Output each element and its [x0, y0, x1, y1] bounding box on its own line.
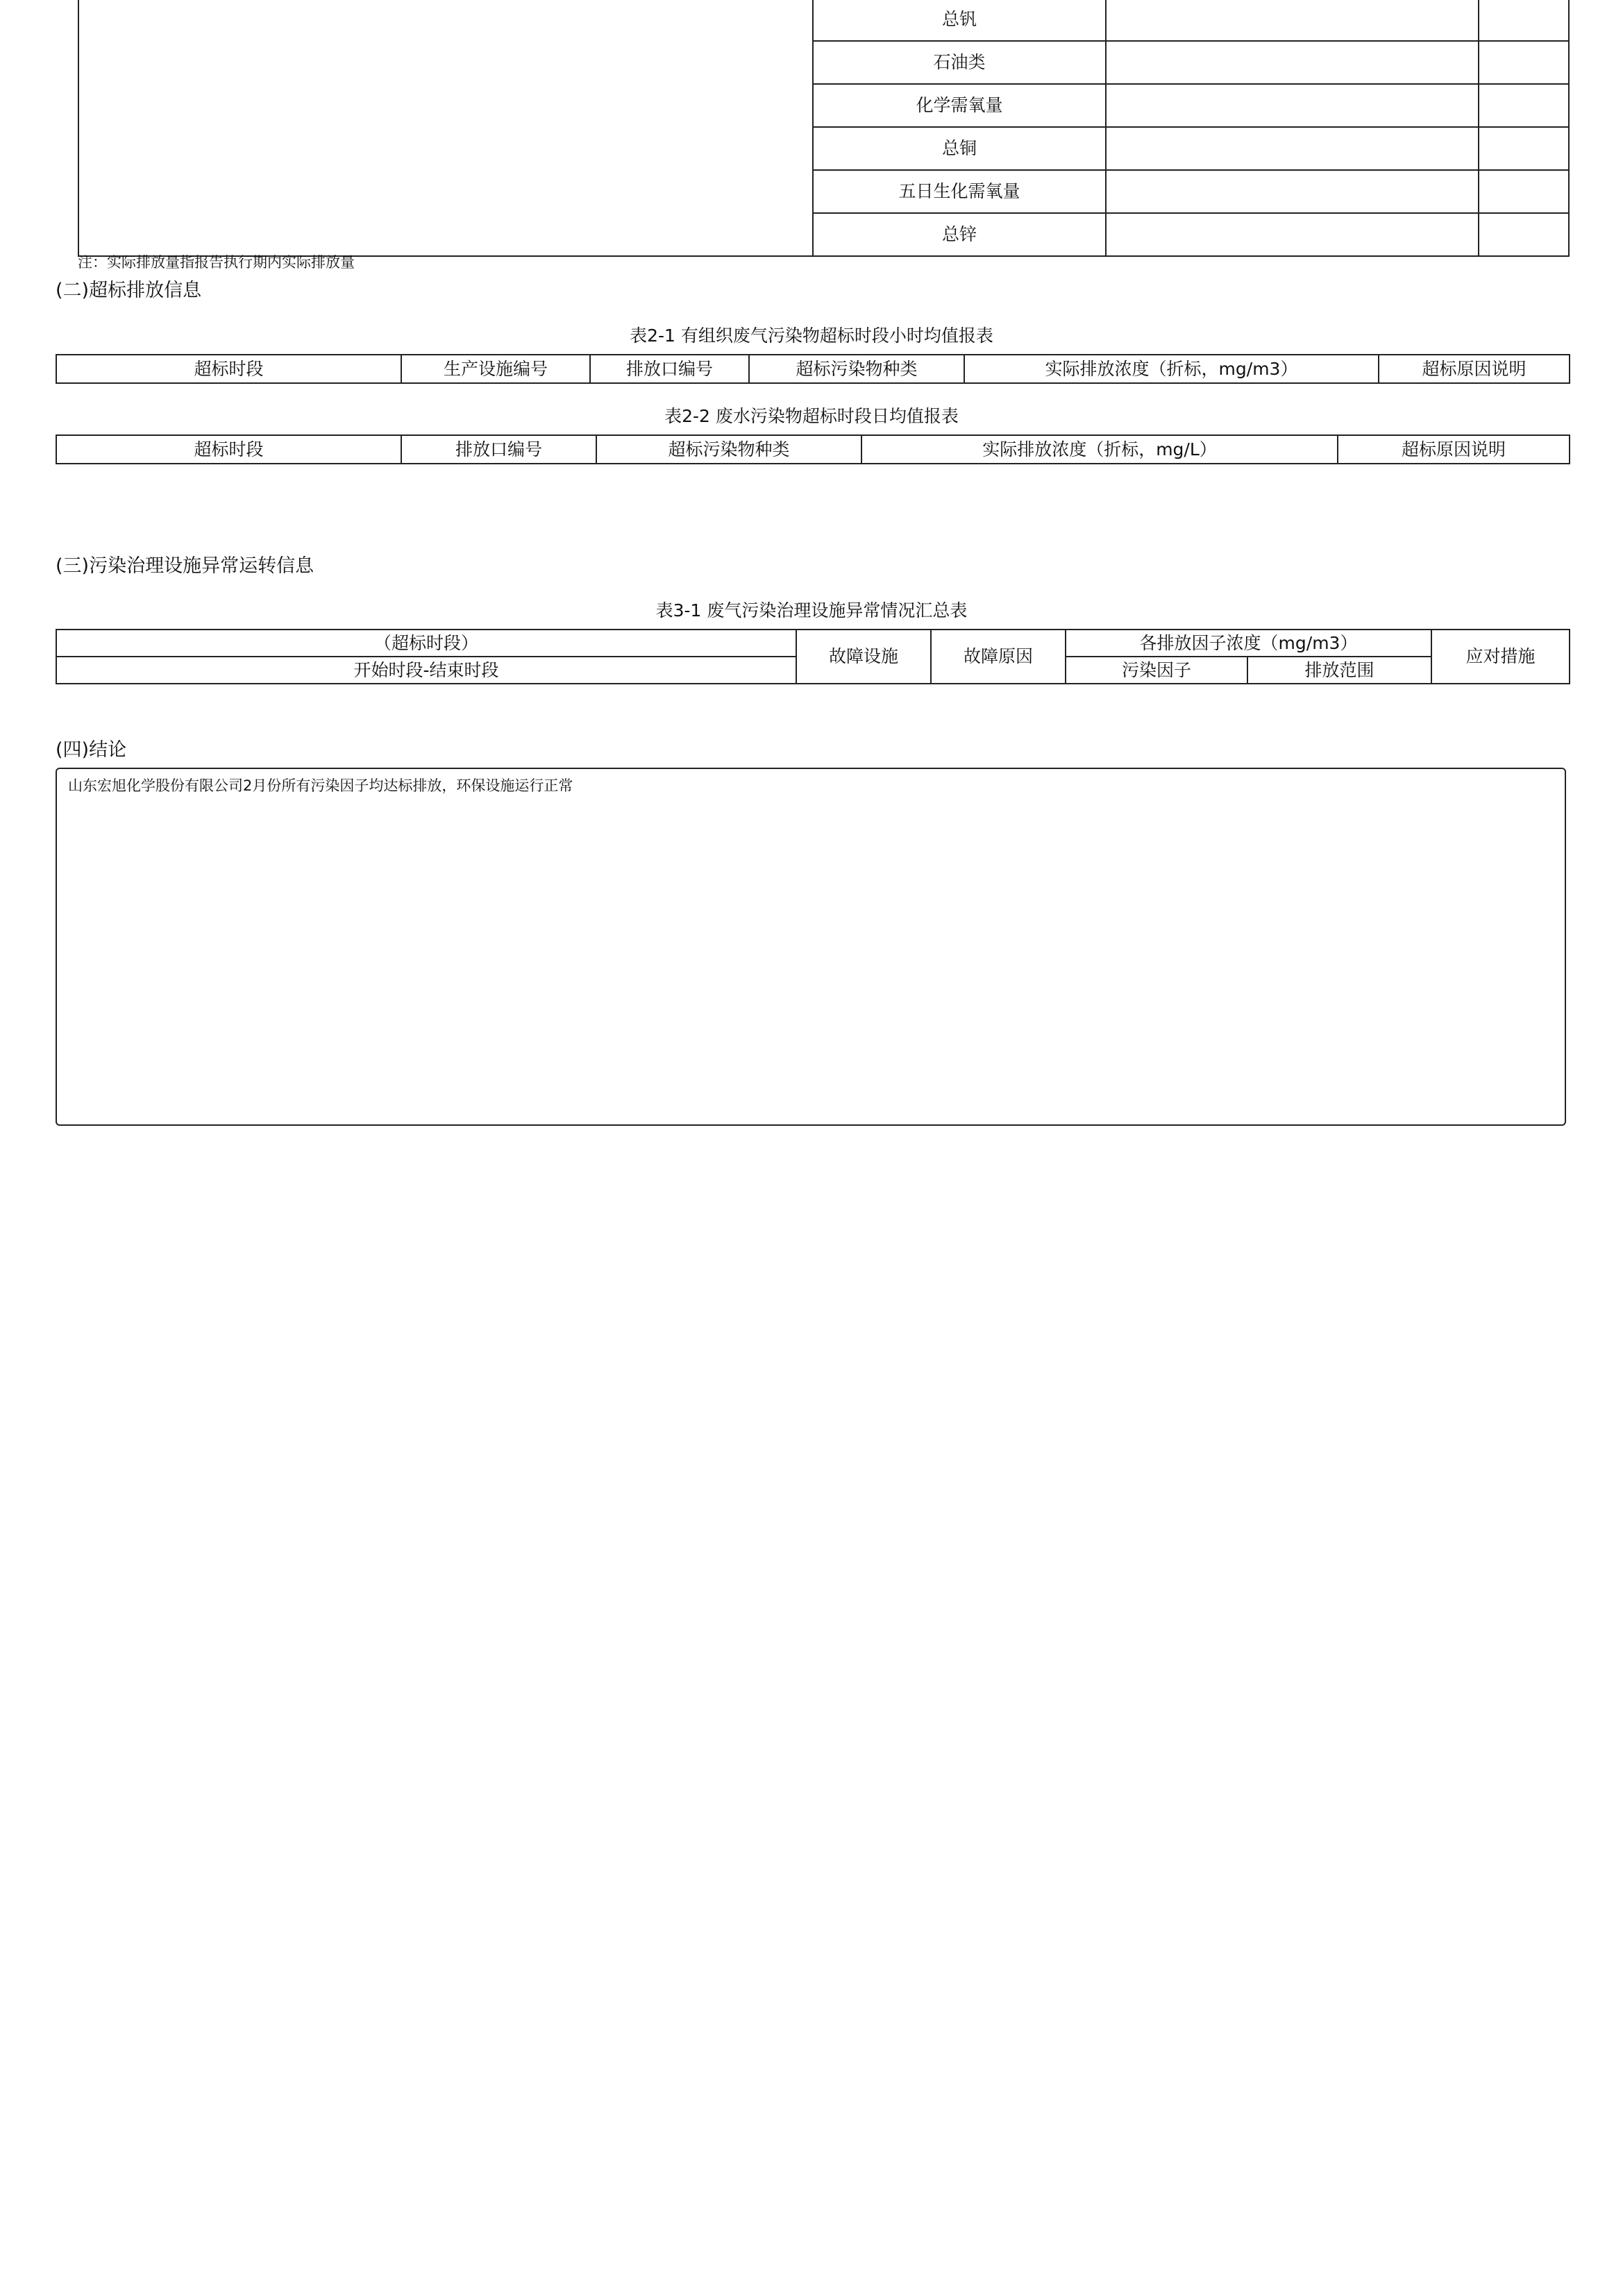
pollutant-emission-table: [78, 0, 1570, 257]
fault-facility-header: 故障设施: [796, 630, 931, 684]
table-caption-2-2: 表2-2 废水污染物超标时段日均值报表: [664, 406, 959, 426]
concentration-header: 各排放因子浓度（mg/m3）: [1066, 630, 1431, 657]
conclusion-text: 山东宏旭化学股份有限公司2月份所有污染因子均达标排放，环保设施运行正常: [68, 777, 573, 794]
conclusion-box: [56, 768, 1566, 1126]
table-caption-2-1: 表2-1 有组织废气污染物超标时段小时均值报表: [630, 326, 993, 346]
emission-value-cell: [1106, 0, 1479, 41]
pollutant-name-cell: 总铜: [813, 127, 1106, 170]
exceedance-water-table: [56, 434, 1570, 464]
unit-cell: [1479, 84, 1569, 127]
period-subheader: 开始时段-结束时段: [56, 657, 796, 684]
measures-header: 应对措施: [1431, 630, 1570, 684]
abnormal-facility-table: [56, 629, 1570, 684]
emission-value-cell: [1106, 84, 1479, 127]
table-header-row: [56, 630, 1570, 657]
section-heading-abnormal-operation: (三)污染治理设施异常运转信息: [56, 555, 314, 577]
column-header: 超标时段: [56, 435, 401, 464]
unit-cell: [1479, 0, 1569, 41]
column-header: 超标污染物种类: [596, 435, 861, 464]
column-header: 实际排放浓度（折标，mg/L）: [861, 435, 1338, 464]
section-heading-conclusion: (四)结论: [56, 739, 127, 761]
column-header: 排放口编号: [401, 435, 596, 464]
table-caption-3-1: 表3-1 废气污染治理设施异常情况汇总表: [655, 600, 968, 621]
unit-cell: [1479, 41, 1569, 84]
column-header: 超标时段: [56, 355, 401, 383]
pollutant-name-cell: 总锌: [813, 213, 1106, 256]
pollutant-name-cell: 五日生化需氧量: [813, 170, 1106, 213]
column-header: 超标原因说明: [1379, 355, 1570, 383]
emission-value-cell: [1106, 127, 1479, 170]
unit-cell: [1479, 170, 1569, 213]
factor-header: 污染因子: [1066, 657, 1247, 684]
column-header: 超标污染物种类: [749, 355, 964, 383]
table-row: [78, 0, 1569, 41]
emission-value-cell: [1106, 41, 1479, 84]
footnote: 注：实际排放量指报告执行期内实际排放量: [78, 254, 355, 271]
unit-cell: [1479, 213, 1569, 256]
pollutant-name-cell: 总钒: [813, 0, 1106, 41]
period-header: （超标时段）: [56, 630, 796, 657]
emission-value-cell: [1106, 213, 1479, 256]
column-header: 生产设施编号: [401, 355, 590, 383]
emission-value-cell: [1106, 170, 1479, 213]
merged-blank-cell: [78, 0, 813, 256]
fault-reason-header: 故障原因: [931, 630, 1066, 684]
column-header: 超标原因说明: [1338, 435, 1570, 464]
unit-cell: [1479, 127, 1569, 170]
column-header: 排放口编号: [590, 355, 749, 383]
table-header-row: [56, 355, 1570, 383]
table-header-row: [56, 435, 1570, 464]
pollutant-name-cell: 化学需氧量: [813, 84, 1106, 127]
column-header: 实际排放浓度（折标，mg/m3）: [964, 355, 1379, 383]
exceedance-air-table: [56, 354, 1570, 384]
range-header: 排放范围: [1247, 657, 1431, 684]
section-heading-exceedance: (二)超标排放信息: [56, 280, 202, 301]
pollutant-name-cell: 石油类: [813, 41, 1106, 84]
